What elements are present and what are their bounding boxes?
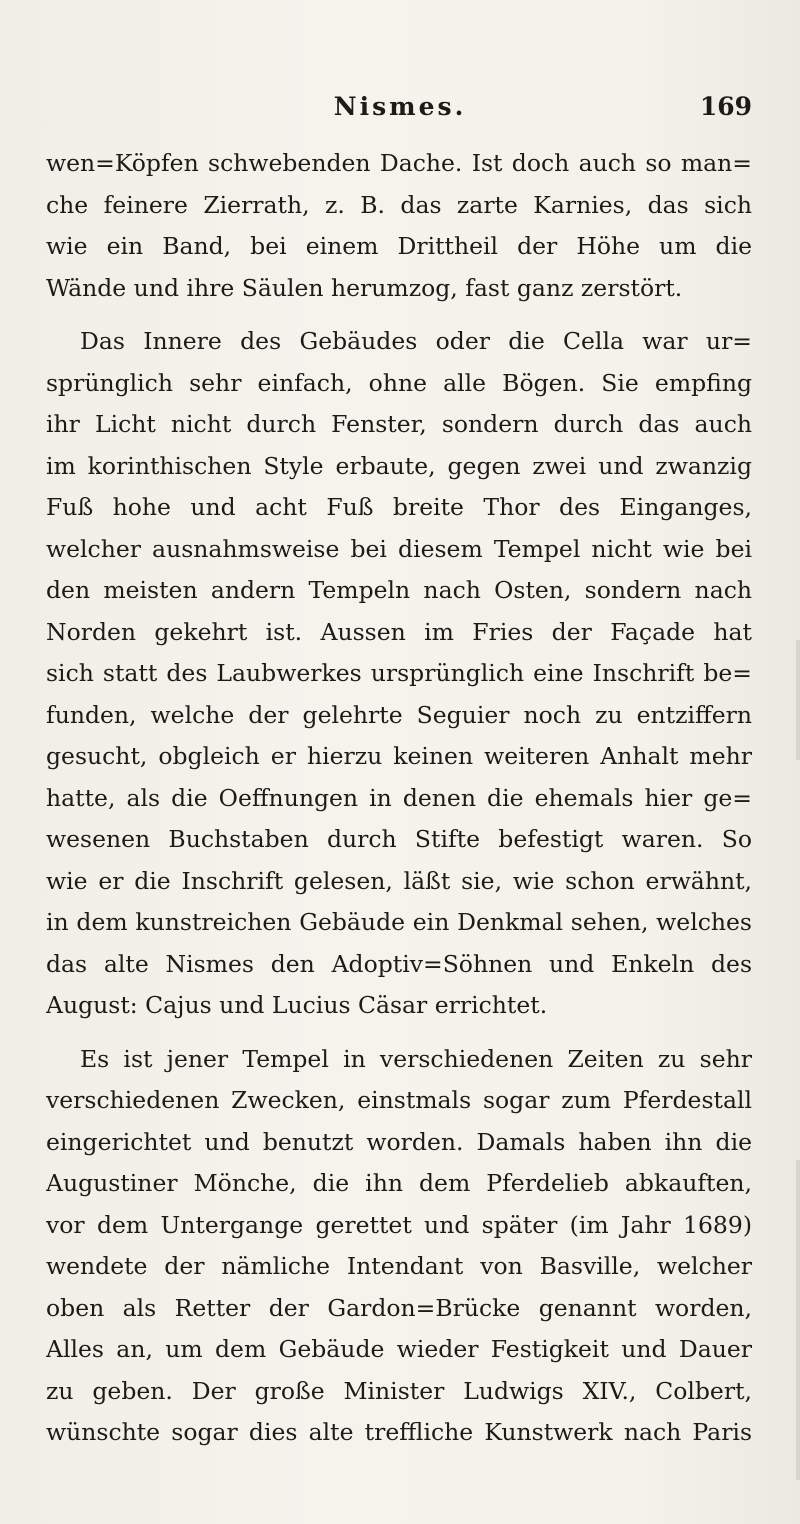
text-line: August: Cajus und Lucius Cäsar errichtet. [46, 991, 548, 1019]
text-line: verschiedenen Zwecken, einstmals sogar zum Pferdestall [46, 1086, 752, 1114]
text-line: in dem kunstreichen Gebäude ein Denkmal sehen, welches [46, 908, 752, 936]
text-line: funden, welche der gelehrte Seguier noch zu entziffern [46, 700, 752, 729]
text-line: ihr Licht nicht durch Fenster, sondern durch das auch [46, 410, 752, 438]
text-line: Fuß hohe und acht Fuß breite Thor des Einganges, [46, 493, 752, 521]
text-line: wendete der nämliche Intendant von Basville, welcher [46, 1252, 752, 1280]
text-line: zu geben. Der große Minister Ludwigs XIV., Colbert, [46, 1376, 752, 1405]
text-line: vor dem Untergange gerettet und später (im Jahr 1689) [46, 1210, 752, 1239]
text-line: im korinthischen Style erbaute, gegen zwei und zwanzig [46, 451, 752, 480]
text-line: welcher ausnahmsweise bei diesem Tempel nicht wie bei [46, 534, 752, 563]
text-line: che feinere Zierrath, z. B. das zarte Karnies, das sich [46, 190, 752, 219]
text-line: Wände und ihre Säulen herumzog, fast ganz zerstört. [46, 273, 683, 302]
text-line: Augustiner Mönche, die ihn dem Pferdelieb abkauften, [46, 1169, 752, 1197]
text-line: Norden gekehrt ist. Aussen im Fries der Façade hat [46, 617, 752, 646]
text-line: wünschte sogar dies alte treffliche Kunstwerk nach Paris [46, 1418, 752, 1446]
text-line: Es ist jener Tempel in verschiedenen Zeiten zu sehr [80, 1044, 752, 1073]
text-line: sprünglich sehr einfach, ohne alle Bögen. Sie empfing [46, 368, 752, 397]
text-line: Das Innere des Gebäudes oder die Cella war ur= [80, 327, 752, 355]
text-line: wie er die Inschrift gelesen, läßt sie, wie schon erwähnt, [46, 866, 752, 895]
text-line: den meisten andern Tempeln nach Osten, sondern nach [46, 576, 752, 604]
text-line: gesucht, obgleich er hierzu keinen weiteren Anhalt mehr [46, 742, 752, 770]
text-line: sich statt des Laubwerkes ursprünglich eine Inschrift be= [46, 659, 752, 687]
text-line: wie ein Band, bei einem Drittheil der Höhe um die [46, 232, 752, 260]
body-text [46, 143, 752, 1454]
text-line: wen=Köpfen schwebenden Dache. Ist doch auch so man= [46, 149, 752, 177]
page-number: 169 [699, 92, 752, 121]
running-head [0, 92, 800, 132]
text-line: Alles an, um dem Gebäude wieder Festigkeit und Dauer [46, 1335, 752, 1363]
text-line: oben als Retter der Gardon=Brücke genannt worden, [46, 1293, 752, 1322]
page-edge-shadow [796, 1160, 800, 1480]
text-line: wesenen Buchstaben durch Stifte befestigt waren. So [46, 825, 752, 853]
text-line: eingerichtet und benutzt worden. Damals haben ihn die [46, 1127, 752, 1156]
running-title: Nismes. [333, 92, 467, 121]
text-line: hatte, als die Oeffnungen in denen die ehemals hier ge= [46, 783, 752, 812]
page-edge-shadow [796, 640, 800, 760]
text-line: das alte Nismes den Adoptiv=Söhnen und Enkeln des [46, 949, 752, 978]
